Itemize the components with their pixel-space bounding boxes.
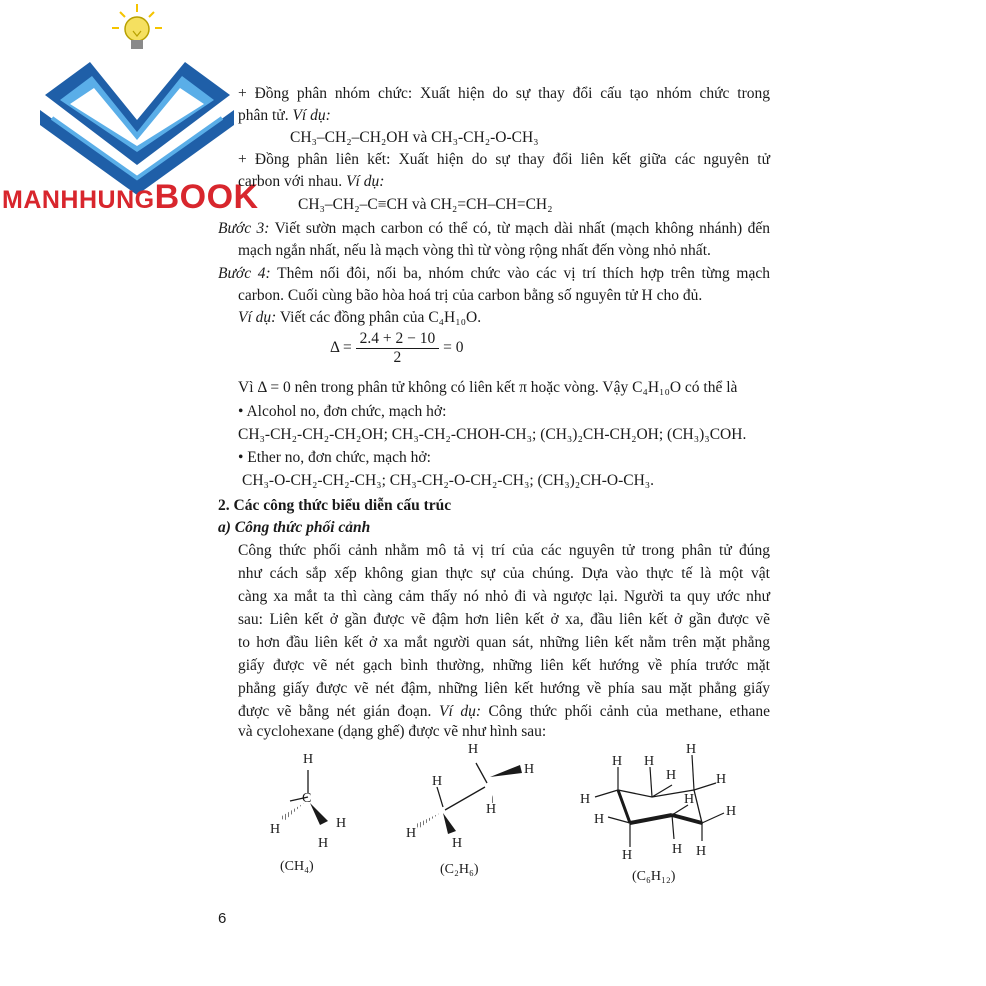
brand-part-2: BOOK — [154, 178, 259, 216]
text-line: mạch ngắn nhất, nếu là mạch vòng thì từ vòng rộng nhất đến vòng nhỏ nhất. — [238, 242, 711, 259]
text-line: Vì Δ = 0 nên trong phân tử không có liên kết π hoặc vòng. Vậy C₄H₁₀O có thể là — [238, 379, 738, 396]
example-label: Ví dụ: — [238, 309, 277, 326]
atom-h: H — [406, 826, 417, 841]
atom-h: H — [686, 742, 697, 757]
text-span: Công thức phối cảnh của methane, ethane — [480, 703, 770, 720]
text-line: + Đồng phân liên kết: Xuất hiện do sự thay đổi liên kết giữa các nguyên tử — [238, 151, 770, 168]
formula-denominator: 2 — [393, 349, 402, 366]
section-heading: 2. Các công thức biểu diễn cấu trúc — [218, 497, 452, 514]
example-label: Ví dụ: — [346, 173, 385, 190]
atom-h: H — [524, 762, 535, 777]
paragraph-line: phẳng giấy được vẽ nét đậm, những liên kết hướng về phía sau mặt phẳng giấy — [238, 680, 770, 697]
paragraph-line: giấy được vẽ nét gạch bình thường, những liên kết hướng về phía trước mặt — [238, 657, 770, 674]
text-span: carbon với nhau. — [238, 173, 347, 190]
perspective-formulas-figure — [240, 735, 760, 895]
text-line: + Đồng phân nhóm chức: Xuất hiện do sự thay đổi cấu tạo nhóm chức trong — [238, 85, 770, 102]
example-label: Ví dụ: — [438, 703, 481, 720]
atom-h: H — [644, 754, 655, 769]
brand-part-1: MANHHUNG — [2, 186, 155, 214]
formula-line: CH₃–CH₂–C≡CH và CH₂=CH–CH=CH₂ — [298, 196, 553, 213]
step-label: Bước 4: — [218, 265, 271, 282]
text-line — [218, 264, 770, 284]
atom-h: H — [580, 792, 591, 807]
text-span: Viết các đồng phân của C₄H₁₀O. — [276, 309, 482, 326]
atom-h: H — [666, 768, 677, 783]
formula-fraction — [356, 330, 440, 367]
text-line: carbon. Cuối cùng bão hòa hoá trị của carbon bằng số nguyên tử H cho đủ. — [238, 287, 703, 304]
text-span: Thêm nối đôi, nối ba, nhóm chức vào các vị trí thích hợp trên từng mạch — [270, 265, 770, 282]
ethane-structure — [406, 742, 534, 851]
example-label: Ví dụ: — [292, 107, 331, 124]
step-label: Bước 3: — [218, 220, 270, 237]
c2h6-label: (C₂H₆) — [440, 862, 479, 877]
paragraph-line: to hơn đầu liên kết ở xa mắt người quan sát, những liên kết nằm trên mặt phẳng — [238, 634, 770, 651]
formula-line: CH₃-O-CH₂-CH₂-CH₃; CH₃-CH₂-O-CH₂-CH₃; (CH₃)₂CH-O-CH₃. — [242, 472, 655, 489]
ch4-label: (CH₄) — [280, 859, 314, 874]
atom-h: H — [303, 752, 314, 767]
paragraph-line: càng xa mắt ta thì càng cảm thấy nó nhỏ đi và ngược lại. Người ta quy ước như — [238, 588, 770, 605]
atom-h: H — [696, 844, 707, 859]
atom-h: H — [336, 816, 347, 831]
atom-h: H — [318, 836, 329, 851]
formula-lhs: Δ = — [330, 339, 352, 357]
atom-c: C — [302, 791, 312, 806]
formula-line: CH₃-CH₂-CH₂-CH₂OH; CH₃-CH₂-CHOH-CH₃; (CH₃)₂CH-CH₂OH; (CH₃)₃COH. — [238, 426, 747, 443]
text-line — [238, 172, 384, 192]
formula-line: CH₃–CH₂–CH₂OH và CH₃-CH₂-O-CH₃ — [290, 129, 539, 146]
subsection-heading: a) Công thức phối cảnh — [218, 519, 371, 536]
paragraph-line: sau: Liên kết ở gần được vẽ đậm hơn liên kết ở xa, đầu liên kết ở gần được vẽ — [238, 611, 770, 628]
atom-h: H — [672, 842, 683, 857]
page-number: 6 — [218, 910, 227, 927]
atom-h: H — [486, 802, 497, 817]
text-line — [218, 219, 770, 239]
brand-name — [2, 178, 259, 217]
text-line — [238, 308, 481, 328]
paragraph-line: Công thức phối cảnh nhằm mô tả vị trí của các nguyên tử trong phân tử đúng — [238, 542, 770, 559]
lightbulb-icon — [112, 4, 162, 49]
paragraph-line: như cách sắp xếp không gian thực sự của chúng. Dựa vào thực tế là một vật — [238, 565, 770, 582]
formula-numerator: 2.4 + 2 − 10 — [356, 330, 440, 349]
atom-h: H — [622, 848, 633, 863]
atom-h: H — [452, 836, 463, 851]
atom-h: H — [726, 804, 737, 819]
c6h12-label: (C₆H₁₂) — [632, 869, 676, 884]
text-span: Viết sườn mạch carbon có thể có, từ mạch dài nhất (mạch không nhánh) đến — [269, 220, 770, 237]
methane-structure — [270, 752, 346, 851]
atom-h: H — [432, 774, 443, 789]
paragraph-line — [238, 702, 770, 722]
text-span: được vẽ bằng nét gián đoạn. — [238, 703, 439, 720]
delta-formula — [330, 330, 463, 367]
atom-h: H — [684, 792, 695, 807]
cyclohexane-structure — [580, 742, 736, 863]
bullet-line: • Ether no, đơn chức, mạch hở: — [238, 449, 431, 466]
atom-h: H — [468, 742, 479, 757]
formula-rhs: = 0 — [443, 339, 464, 357]
text-line — [238, 106, 331, 126]
text-span: phân tử. — [238, 107, 293, 124]
atom-h: H — [270, 822, 281, 837]
atom-h: H — [594, 812, 605, 827]
bullet-line: • Alcohol no, đơn chức, mạch hở: — [238, 403, 447, 420]
paragraph-line: và cyclohexane (dạng ghế) được vẽ như hình sau: — [238, 723, 547, 740]
atom-h: H — [612, 754, 623, 769]
atom-h: H — [716, 772, 727, 787]
